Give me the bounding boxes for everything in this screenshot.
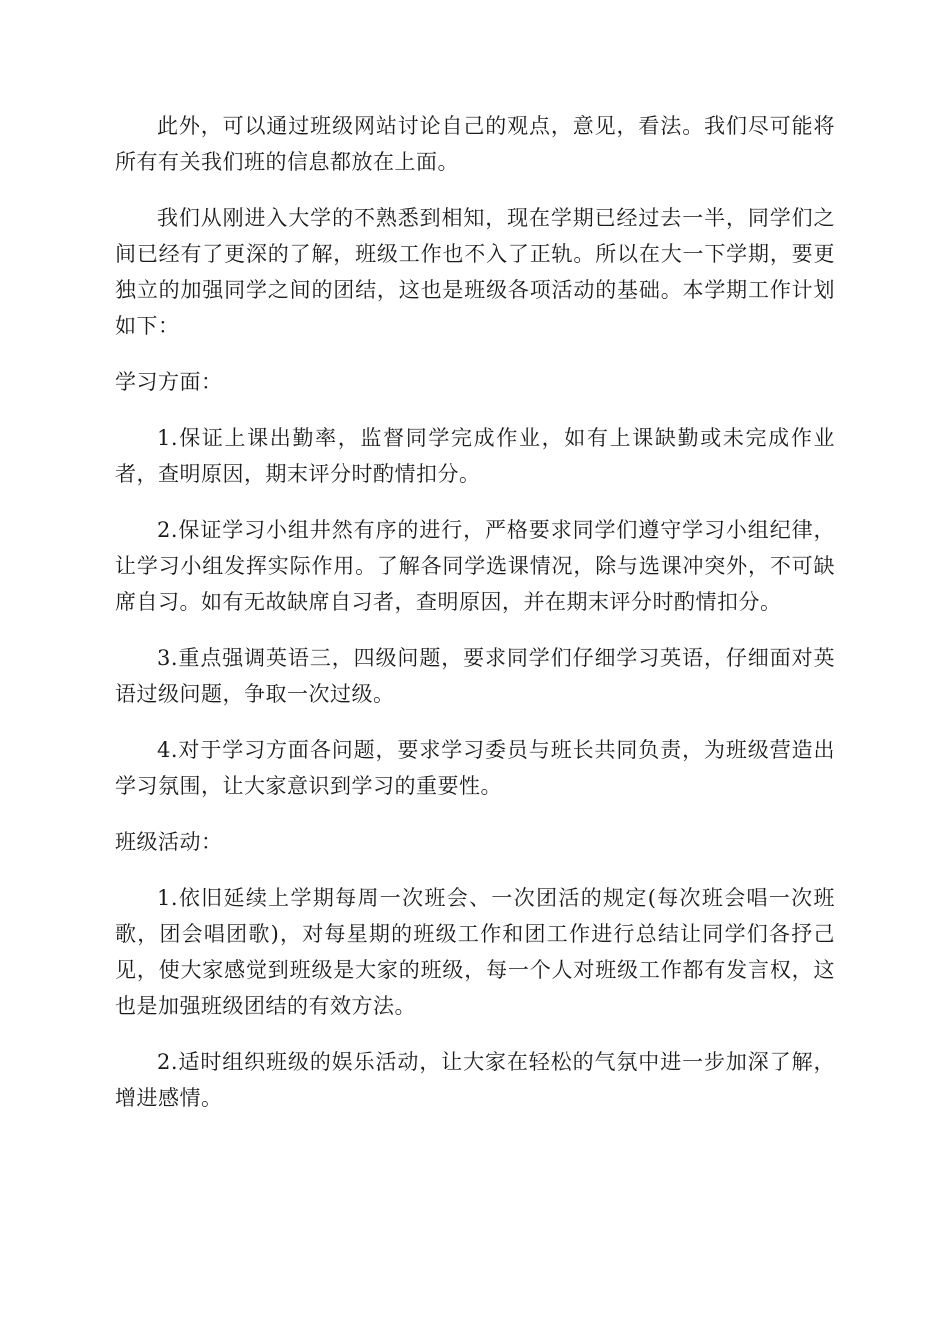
study-item-3: 3.重点强调英语三，四级问题，要求同学们仔细学习英语，仔细面对英语过级问题，争取一次过级。 (115, 646, 835, 706)
study-item-4: 4.对于学习方面各问题，要求学习委员与班长共同负责，为班级营造出学习氛围，让大家意识到学习的重要性。 (115, 738, 835, 798)
paragraph-semester-intro: 我们从刚进入大学的不熟悉到相知，现在学期已经过去一半，同学们之间已经有了更深的了解，班级工作也不入了正轨。所以在大一下学期，要更独立的加强同学之间的团结，这也是班级各项活动的基础。本学期工作计划如下： (115, 206, 835, 338)
section-heading-activities: 班级活动： (115, 830, 223, 854)
document-body (115, 108, 835, 1136)
section-heading-study: 学习方面： (115, 370, 223, 394)
activity-item-1: 1.依旧延续上学期每周一次班会、一次团活的规定(每次班会唱一次班歌，团会唱团歌)，对每星期的班级工作和团工作进行总结让同学们各抒己见，使大家感觉到班级是大家的班级，每一个人对班级工作都有发言权，这也是加强班级团结的有效方法。 (115, 886, 835, 1018)
study-item-2: 2.保证学习小组井然有序的进行，严格要求同学们遵守学习小组纪律，让学习小组发挥实际作用。了解各同学选课情况，除与选课冲突外，不可缺席自习。如有无故缺席自习者，查明原因，并在期末评分时酌情扣分。 (115, 518, 835, 614)
paragraph-class-website: 此外，可以通过班级网站讨论自己的观点，意见，看法。我们尽可能将所有有关我们班的信息都放在上面。 (115, 114, 835, 174)
study-item-1: 1.保证上课出勤率，监督同学完成作业，如有上课缺勤或未完成作业者，查明原因，期末评分时酌情扣分。 (115, 426, 835, 486)
activity-item-2: 2.适时组织班级的娱乐活动，让大家在轻松的气氛中进一步加深了解，增进感情。 (115, 1050, 835, 1110)
